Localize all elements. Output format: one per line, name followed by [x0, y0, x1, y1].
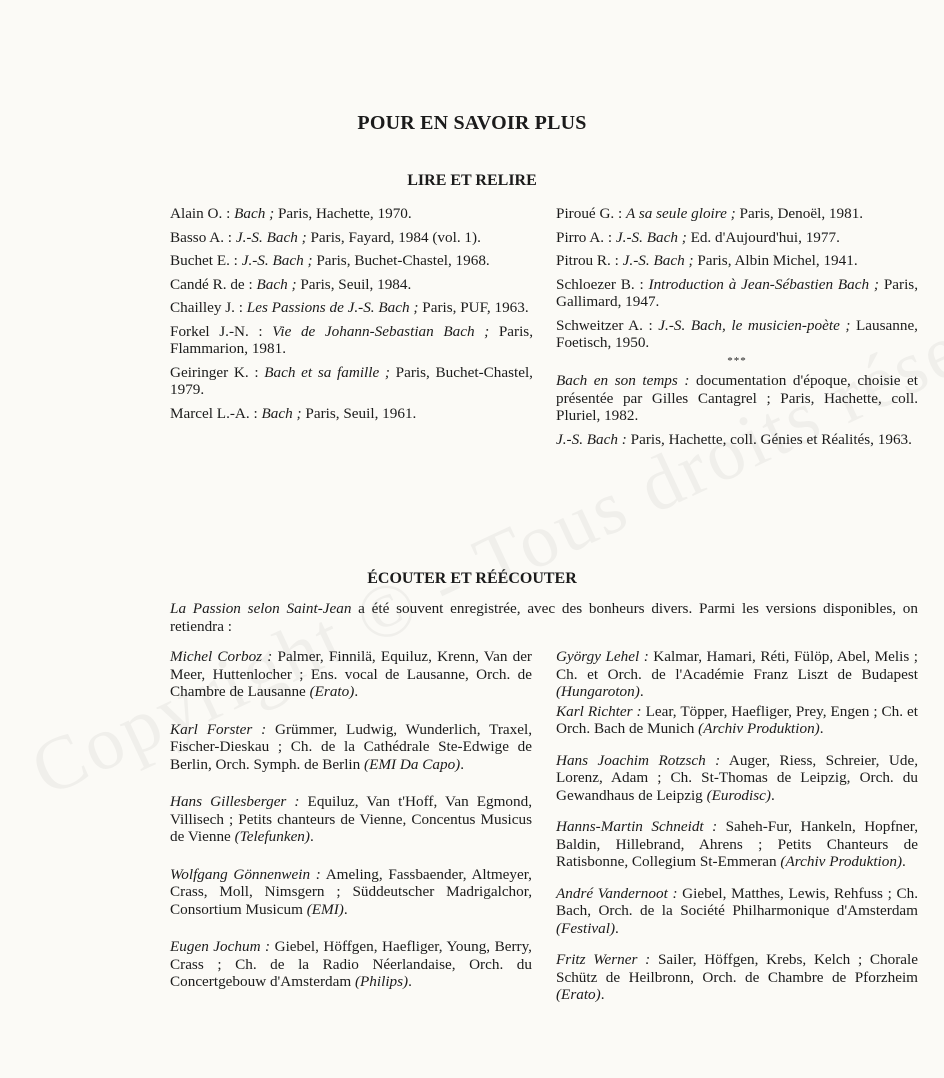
recording-entry: Fritz Werner : Sailer, Höffgen, Krebs, Kelch ; Chorale Schütz de Heilbronn, Orch. de Chambre de Pforzheim (Erato).	[556, 951, 918, 1003]
listen-intro: La Passion selon Saint-Jean a été souvent enregistrée, avec des bonheurs divers. Parmi les versions disponibles, on retiendra :	[170, 600, 918, 635]
recording-entry: György Lehel : Kalmar, Hamari, Réti, Fülöp, Abel, Melis ; Ch. et Orch. de l'Académie Franz Liszt de Budapest (Hungaroton).	[556, 648, 918, 700]
bib-entry: Bach en son temps : documentation d'époque, choisie et présentée par Gilles Cantagrel ; Paris, Hachette, coll. Pluriel, 1982.	[556, 372, 918, 424]
listen-left-column	[170, 648, 532, 991]
separator-stars: ***	[727, 355, 747, 367]
read-section-title: LIRE ET RELIRE	[407, 172, 537, 189]
bib-entry: J.-S. Bach : Paris, Hachette, coll. Génies et Réalités, 1963.	[556, 430, 912, 448]
bib-entry: Alain O. : Bach ; Paris, Hachette, 1970.	[170, 205, 412, 222]
listen-right-column	[556, 648, 918, 1004]
bib-entry: Buchet E. : J.-S. Bach ; Paris, Buchet-Chastel, 1968.	[170, 252, 490, 269]
bib-entry: Chailley J. : Les Passions de J.-S. Bach ; Paris, PUF, 1963.	[170, 299, 529, 316]
recording-entry: Eugen Jochum : Giebel, Höffgen, Haefliger, Young, Berry, Crass ; Ch. de la Radio Néerlandaise, Orch. du Concertgebouw d'Amsterdam (Philips).	[170, 938, 532, 990]
recording-entry: Karl Richter : Lear, Töpper, Haefliger, Prey, Engen ; Ch. et Orch. Bach de Munich (Archiv Produktion).	[556, 702, 918, 737]
recording-entry: Karl Forster : Grümmer, Ludwig, Wunderlich, Traxel, Fischer-Dieskau ; Ch. de la Cathédrale Ste-Edwige de Berlin, Orch. Symph. de Berlin (EMI Da Capo).	[170, 720, 532, 773]
page-heading: POUR EN SAVOIR PLUS	[357, 112, 587, 134]
listen-section-title: ÉCOUTER ET RÉÉCOUTER	[367, 570, 577, 587]
recording-entry: Hans Gillesberger : Equiluz, Van t'Hoff, Van Egmond, Villisech ; Petits chanteurs de Vienne, Concentus Musicus de Vienne (Telefunken).	[170, 793, 533, 845]
bib-entry: Candé R. de : Bach ; Paris, Seuil, 1984.	[170, 275, 412, 293]
bib-entry: Pitrou R. : J.-S. Bach ; Paris, Albin Michel, 1941.	[556, 252, 858, 269]
recording-entry: Hans Joachim Rotzsch : Auger, Riess, Schreier, Ude, Lorenz, Adam ; Ch. St-Thomas de Leipzig, Orch. du Gewandhaus de Leipzig (Eurodisc).	[556, 751, 918, 804]
bib-entry: Forkel J.-N. : Vie de Johann-Sebastian Bach ; Paris, Flammarion, 1981.	[170, 322, 533, 357]
bib-entry: Marcel L.-A. : Bach ; Paris, Seuil, 1961.	[170, 404, 417, 422]
bib-entry: Basso A. : J.-S. Bach ; Paris, Fayard, 1984 (vol. 1).	[170, 228, 481, 246]
bib-entry: Piroué G. : A sa seule gloire ; Paris, Denoël, 1981.	[556, 205, 864, 222]
recording-entry: André Vandernoot : Giebel, Matthes, Lewis, Rehfuss ; Ch. Bach, Orch. de la Société Philharmonique d'Amsterdam (Festival).	[556, 884, 918, 937]
recording-entry: Hanns-Martin Schneidt : Saheh-Fur, Hankeln, Hopfner, Baldin, Hillebrand, Ahrens ; Petits Chanteurs de Ratisbonne, Collegium St-Emmeran (Archiv Produktion).	[556, 818, 918, 870]
recording-entry: Wolfgang Gönnenwein : Ameling, Fassbaender, Altmeyer, Crass, Moll, Nimsgern ; Süddeutscher Madrigalchor, Consortium Musicum (EMI).	[170, 865, 532, 918]
bib-entry: Geiringer K. : Bach et sa famille ; Paris, Buchet-Chastel, 1979.	[170, 363, 533, 398]
bib-entry: Schloezer B. : Introduction à Jean-Sébastien Bach ; Paris, Gallimard, 1947.	[556, 275, 919, 310]
bib-entry: Pirro A. : J.-S. Bach ; Ed. d'Aujourd'hui, 1977.	[556, 228, 840, 246]
read-left-column	[170, 205, 533, 422]
recording-entry: Michel Corboz : Palmer, Finnilä, Equiluz, Krenn, Van der Meer, Huttenlocher ; Ens. vocal de Lausanne, Orch. de Chambre de Lausanne (Erato).	[170, 648, 532, 700]
bib-entry: Schweitzer A. : J.-S. Bach, le musicien-poète ; Lausanne, Foetisch, 1950.	[556, 316, 918, 351]
read-right-column	[556, 205, 918, 448]
